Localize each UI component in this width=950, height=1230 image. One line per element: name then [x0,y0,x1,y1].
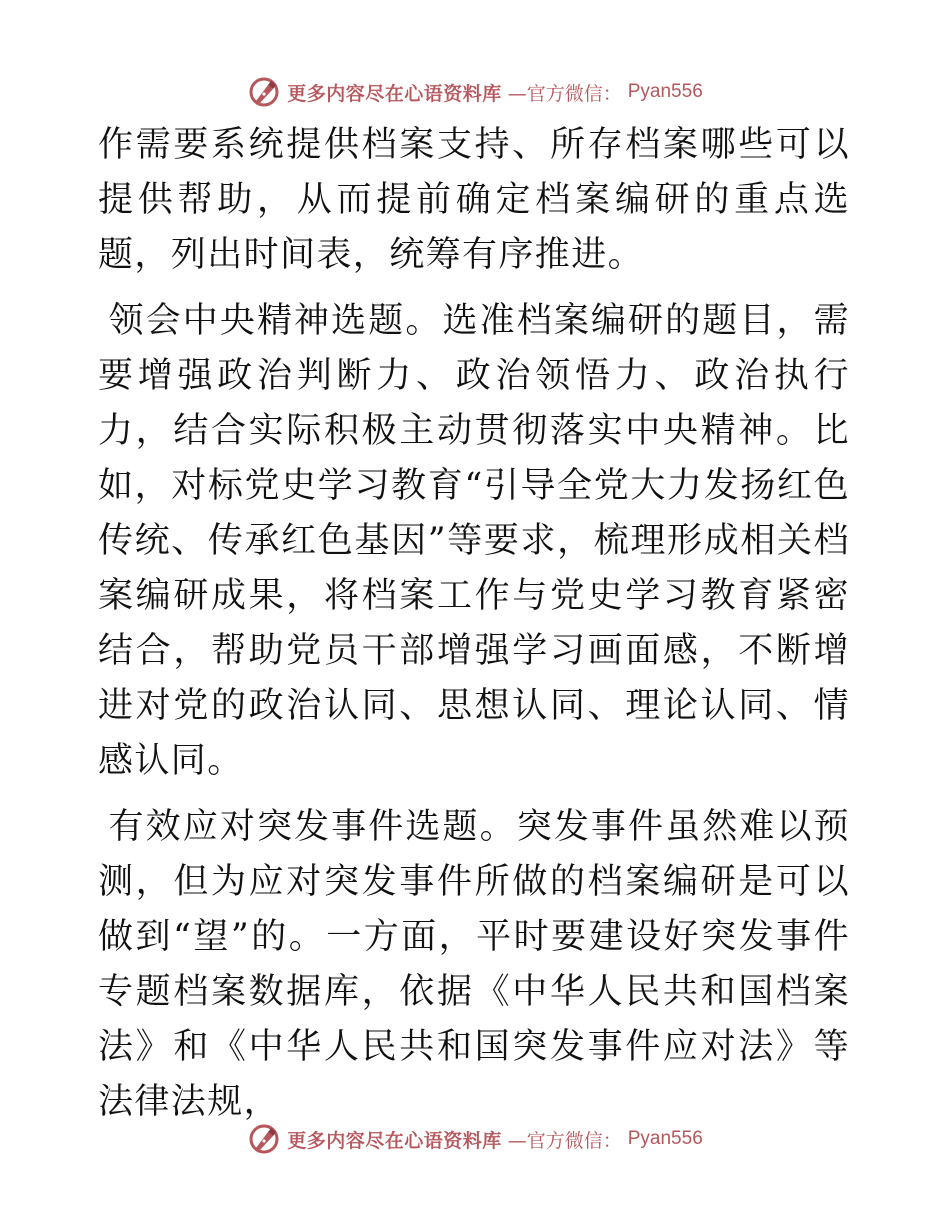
watermark-wechat-id: Pyan556 [627,81,703,102]
paragraph-2: 领会中央精神选题。选准档案编研的题目，需要增强政治判断力、政治领悟力、政治执行力，结合实际积极主动贯彻落实中央精神。比如，对标党史学习教育“引导全党大力发扬红色传统、传承红色基因”等要求，梳理形成相关档案编研成果，将档案工作与党史学习教育紧密结合，帮助党员干部增强学习画面感，不断增进对党的政治认同、思想认同、理论认同、情感认同。 [98,301,850,781]
watermark-lead: 更多内容尽在心语资料库 [287,1129,502,1152]
footer-watermark [0,1119,950,1159]
pen-nib-logo-icon [247,1122,281,1156]
document-body [98,118,850,1130]
watermark-tail: —官方微信： [507,1129,622,1152]
pen-nib-logo-icon [247,75,281,109]
watermark-wechat-id: Pyan556 [627,1128,703,1149]
paragraph-1: 作需要系统提供档案支持、所存档案哪些可以提供帮助，从而提前确定档案编研的重点选题，列出时间表，统筹有序推进。 [98,125,850,275]
watermark-tail: —官方微信： [507,82,622,105]
header-watermark [0,72,950,112]
watermark-lead: 更多内容尽在心语资料库 [287,82,502,105]
paragraph-3: 有效应对突发事件选题。突发事件虽然难以预测，但为应对突发事件所做的档案编研是可以做到“望”的。一方面，平时要建设好突发事件专题档案数据库，依据《中华人民共和国档案法》和《中华人民共和国突发事件应对法》等法律法规， [98,807,850,1122]
